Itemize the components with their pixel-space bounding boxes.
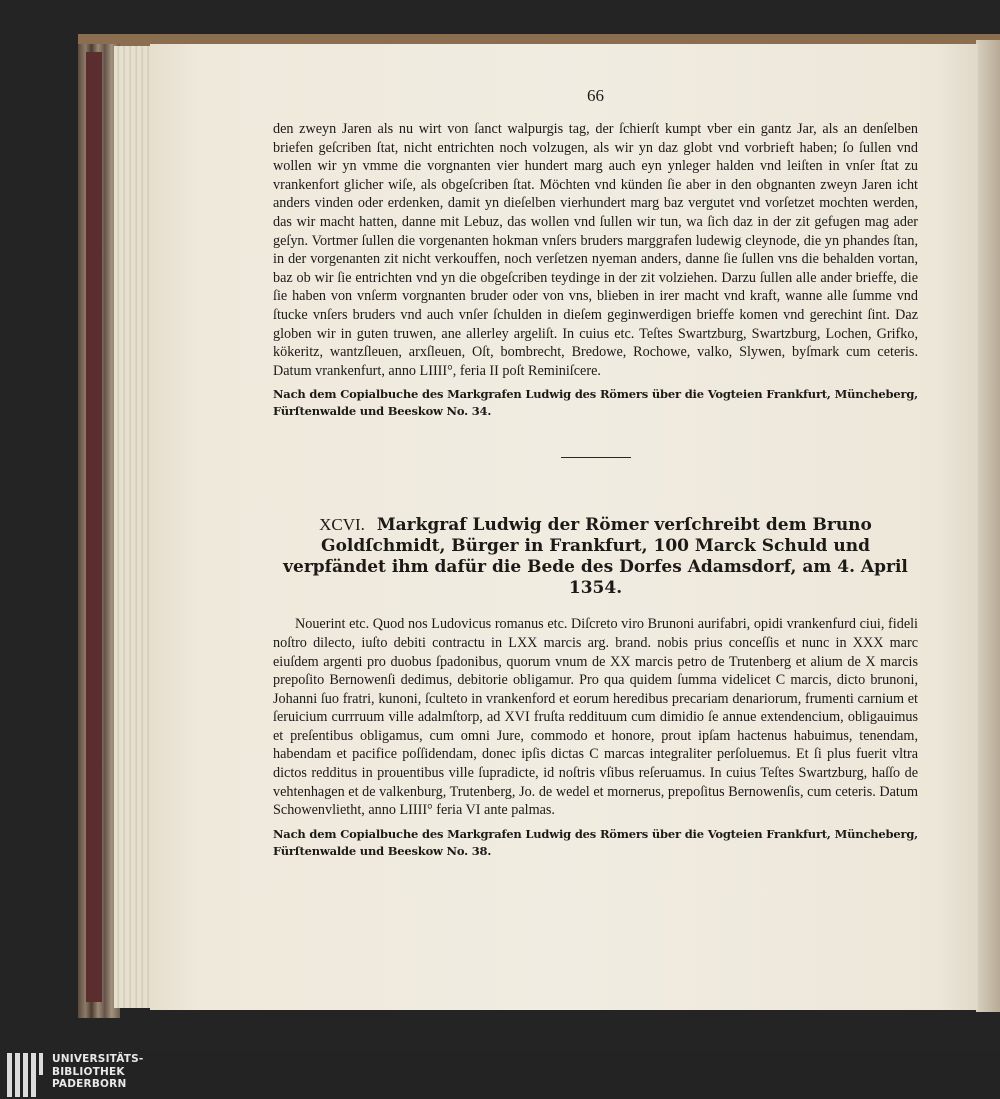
page-content — [273, 86, 918, 860]
source-note: Nach dem Copialbuche des Markgrafen Ludwig des Römers über die Vogteien Frankfurt, Müncheberg, Fürſtenwalde und Beeskow No. 38. — [273, 826, 918, 858]
document-heading — [273, 514, 918, 599]
library-logo-icon — [7, 1053, 45, 1097]
logo-line: BIBLIOTHEK — [52, 1065, 125, 1078]
document-text: Nouerint etc. Quod nos Ludovicus romanus etc. Diſcreto viro Brunoni aurifabri, opidi vrankenfurd ciui, fideli noſtro dilecto, iuſto debiti contractu in LXX marcis arg. brand. nobis prius conceſſis et nunc in XXX marc eiuſdem argenti pro duobus ſpadonibus, quorum vnum de XX marcis petro de Trutenberg et alium de X marcis prepoſito Bernowenſi dedimus, debitorie obligamur. Pro qua quidem ſumma videlicet C marcis, dicto brunoni, Johanni ſuo fratri, kunoni, ſculteto in vrankenford et eorum heredibus precariam denariorum, frumenti carnium et ſeruicium currruum ville adalmſtorp, ad XVI fruſta reddituum cum dimidio ſe annue extendencium, obligauimus et preſentibus obligamus, cum omni Jure, commodo et honore, prout ipſam hactenus habuimus, tenendam, habendam et pacifice poſſidendam, donec ipſis dictas C marcas integraliter perſoluemus. Et ſi plus fuerit vltra dictos redditus in prouentibus ville ſupradicte, id noſtris vſibus reſeruamus. In cuius Teſtes Swartzburg, haſſo de vehtenhagen et de valkenburg, Trutenberg, Jo. de wedel et mornerus, prepoſitus Bernowenſis, cum ceteris. Datum Schowenvlietht, anno LIIII° feria VI ante palmas. — [273, 616, 918, 819]
library-logo-text — [52, 1053, 143, 1091]
page-edge — [976, 40, 1000, 1012]
source-note: Nach dem Copialbuche des Markgrafen Ludwig des Römers über die Vogteien Frankfurt, Müncheberg, Fürſtenwalde und Beeskow No. 34. — [273, 387, 918, 419]
document-number: XCVI. — [319, 515, 365, 535]
document-body — [273, 615, 918, 860]
logo-line: PADERBORN — [52, 1078, 127, 1090]
continuation-text: den zweyn Jaren als nu wirt von ſanct walpurgis tag, der ſchierſt kumpt vber ein gantz Jar, als an denſelben briefen geſcriben ſtat, nicht entrichten noch volzugen, als wir yn daz globt vnd vorbrieft haben; ſo ſullen vnd wollen wir yn vmme die vorgnanten vier hundert marg auch eyn ynleger halden vnd leiſten in vnſer ſtat zu vrankenfort glicher wiſe, als obgeſcriben ſtat. Möchten vnd künden ſie aber in den obgnanten zweyn Jaren icht anders vinden oder erdenken, damit yn dieſelben vierhundert marg baz vergutet vnd vorſetzet mochten werden, das wir macht hatten, danne mit Lebuz, das wollen vnd ſullen wir tun, wa ſich daz in der zit gefugen mag ader geſyn. Vortmer ſullen die vorgenanten hokman vnſers bruders marggrafen ludewig cleynode, die yn phandes ſtan, in der vorgenanten zit nicht verkouffen, noch verſetzen nyeman anders, danne ſie ſullen vns die behalden vortan, baz ob wir ſie entrichten vnd yn die obgeſcriben teydinge in der zit volziehen. Darzu ſullen alle ander brieffe, die ſie haben von vnſerm vorgnanten bruder oder von vns, blieben in irer macht vnd kraft, wanne alle ſumme vnd ſtucke vnſers bruders vnd auch vnſer ſchulden in dieſem geginwerdigen brieffe komen vnd gerechint ſint. Daz globen wir in guten truwen, ane allerley argeliſt. In cuius etc. Teſtes Swartzburg, Swartzburg, Lochen, Grifko, kökeritz, wantzſleuen, arxſleuen, Oſt, bombrecht, Bredowe, Rochowe, valko, Slywen, byſmark cum ceteris. Datum vrankenfurt, anno LIIII°, feria II poſt Reminiſcere. — [273, 121, 918, 379]
page-stack — [114, 46, 154, 1008]
library-footer — [0, 1050, 1000, 1099]
section-divider — [561, 457, 631, 458]
page-number: 66 — [587, 86, 604, 105]
spine-cloth-strip — [86, 52, 102, 1002]
logo-line: UNIVERSITÄTS- — [52, 1053, 144, 1065]
document-title: Markgraf Ludwig der Römer verſchreibt dem Bruno Goldſchmidt, Bürger in Frankfurt, 100 Marck Schuld und verpfändet ihm dafür die Bede des Dorfes Adamsdorf, am 4. April 1354. — [283, 515, 908, 599]
